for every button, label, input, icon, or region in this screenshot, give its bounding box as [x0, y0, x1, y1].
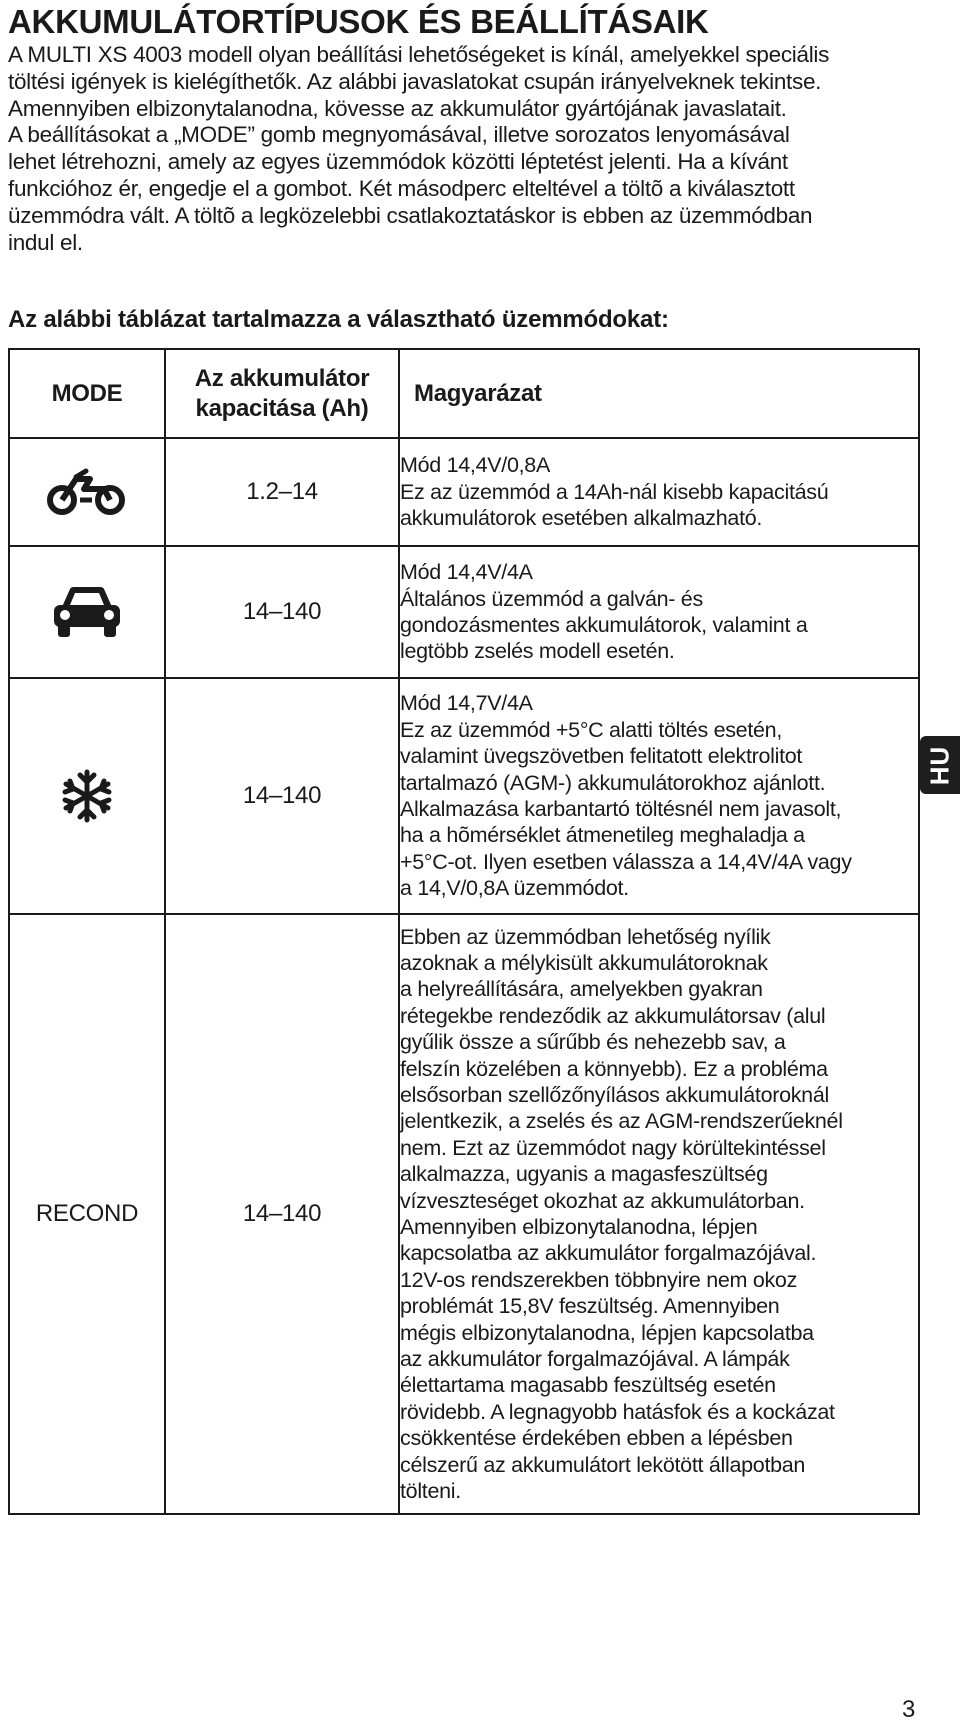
description-line: valamint üvegszövetben felitatott elektrolitot — [400, 744, 803, 769]
snowflake-icon — [10, 768, 164, 824]
description-line: Mód 14,7V/4A — [400, 691, 533, 716]
capacity-cell: 14–140 — [165, 678, 399, 914]
capacity-cell: 1.2–14 — [165, 438, 399, 546]
table-row — [9, 914, 919, 1514]
description-line: +5°C-ot. Ilyen esetben válassza a 14,4V/4A vagy — [400, 849, 852, 874]
description-line: azoknak a mélykisült akkumulátoroknak — [400, 950, 768, 975]
mode-cell — [9, 678, 165, 914]
description-line: az akkumulátor forgalmazójával. A lámpák — [400, 1347, 790, 1372]
description-line: Általános üzemmód a galván- és — [400, 586, 703, 611]
header-mode: MODE — [9, 349, 165, 438]
intro-line: lehet létrehozni, amely az egyes üzemmódok közötti léptetést jelenti. Ha a kívánt — [8, 149, 788, 175]
page-number: 3 — [902, 1696, 916, 1723]
description-line: Ez az üzemmód +5°C alatti töltés esetén, — [400, 717, 783, 742]
description-line: vízveszteséget okozhat az akkumulátorban. — [400, 1188, 805, 1213]
intro-line: A beállításokat a „MODE” gomb megnyomásával, illetve sorozatos lenyomásával — [8, 122, 790, 148]
description-line: célszerű az akkumulátort lekötött állapotban — [400, 1452, 806, 1477]
intro-line: A MULTI XS 4003 modell olyan beállítási lehetőségeket is kínál, amelyekkel speciális — [8, 42, 830, 67]
page-title: AKKUMULÁTORTÍPUSOK ÉS BEÁLLÍTÁSAIK — [8, 3, 709, 40]
description-line: problémát 15,8V feszültség. Amennyiben — [400, 1294, 780, 1319]
header-capacity-line: kapacitása (Ah) — [195, 394, 369, 422]
description-line: csökkentése érdekében ebben a lépésben — [400, 1426, 793, 1451]
description-line: a 14,V/0,8A üzemmódot. — [400, 876, 629, 901]
capacity-cell: 14–140 — [165, 546, 399, 678]
description-line: gondozásmentes akkumulátorok, valamint a — [400, 613, 808, 637]
description-line: Mód 14,4V/4A — [400, 560, 533, 585]
capacity-cell: 14–140 — [165, 914, 399, 1514]
description-line: a helyreállítására, amelyekben gyakran — [400, 977, 763, 1002]
table-row — [9, 678, 919, 914]
mode-recond-label: RECOND — [9, 914, 165, 1514]
header-capacity-line: Az akkumulátor — [194, 364, 370, 392]
table-row — [9, 546, 919, 678]
description-line: elsősorban szellőzőnyílásos akkumulátoroknál — [400, 1082, 829, 1107]
description-line: rétegekbe rendeződik az akkumulátorsav (alul — [400, 1003, 826, 1028]
table-row — [9, 438, 919, 546]
intro-line: indul el. — [8, 229, 83, 255]
description-cell — [399, 914, 919, 1514]
description-line: Amennyiben elbizonytalanodna, lépjen — [400, 1215, 758, 1239]
description-line: akkumulátorok esetében alkalmazható. — [400, 506, 763, 531]
description-line: Ez az üzemmód a 14Ah-nál kisebb kapacitású — [400, 479, 829, 504]
table-header-row — [9, 349, 919, 438]
description-line: 12V-os rendszerekben többnyire nem okoz — [400, 1267, 798, 1292]
intro-line: Amennyiben elbizonytalanodna, kövesse az akkumulátor gyártójának javaslatait. — [8, 95, 787, 121]
description-line: Alkalmazása karbantartó töltésnél nem javasolt, — [400, 797, 842, 821]
description-line: kapcsolatba az akkumulátor forgalmazójával. — [400, 1241, 817, 1266]
description-line: jelentkezik, a zselés és az AGM-rendszerűeknél — [400, 1109, 843, 1134]
language-tab-label: HU — [924, 745, 955, 785]
description-line: Ebben az üzemmódban lehetőség nyílik — [400, 924, 771, 949]
intro-line: töltési igények is kielégíthetők. Az alábbi javaslatokat csupán irányelveknek tekintse. — [8, 68, 822, 94]
description-cell — [399, 438, 919, 546]
intro-paragraph — [8, 42, 938, 256]
description-line: ha a hõmérséklet átmenetileg meghaladja a — [400, 823, 805, 848]
description-line: tartalmazó (AGM-) akkumulátorokhoz ajánlott. — [400, 770, 826, 795]
description-line: gyűlik össze a sűrűbb és nehezebb sav, a — [400, 1030, 786, 1055]
mode-cell — [9, 438, 165, 546]
modes-table — [8, 348, 920, 1515]
mode-cell — [9, 546, 165, 678]
description-line: élettartama magasabb feszültség esetén — [400, 1373, 776, 1398]
description-line: Mód 14,4V/0,8A — [400, 453, 550, 478]
intro-line: funkcióhoz ér, engedje el a gombot. Két másodperc elteltével a töltõ a kiválasztott — [8, 175, 795, 201]
description-line: mégis elbizonytalanodna, lépjen kapcsolatba — [400, 1320, 814, 1345]
car-icon — [10, 583, 164, 641]
description-line: legtöbb zselés modell esetén. — [400, 639, 675, 664]
description-cell — [399, 546, 919, 678]
motorcycle-icon — [10, 467, 164, 517]
description-line: rövidebb. A legnagyobb hatásfok és a kockázat — [400, 1399, 835, 1424]
language-tab — [920, 736, 960, 794]
intro-line: üzemmódra vált. A töltõ a legközelebbi csatlakoztatáskor is ebben az üzemmódban — [8, 202, 813, 228]
description-line: tölteni. — [400, 1479, 461, 1504]
description-cell — [399, 678, 919, 914]
header-description: Magyarázat — [399, 349, 919, 438]
description-line: felszín közelében a könnyebb). Ez a probléma — [400, 1056, 828, 1081]
header-capacity — [165, 349, 399, 438]
description-line: nem. Ezt az üzemmódot nagy körültekintéssel — [400, 1135, 826, 1160]
description-line: alkalmazza, ugyanis a magasfeszültség — [400, 1162, 768, 1187]
table-heading: Az alábbi táblázat tartalmazza a választható üzemmódokat: — [8, 306, 669, 333]
